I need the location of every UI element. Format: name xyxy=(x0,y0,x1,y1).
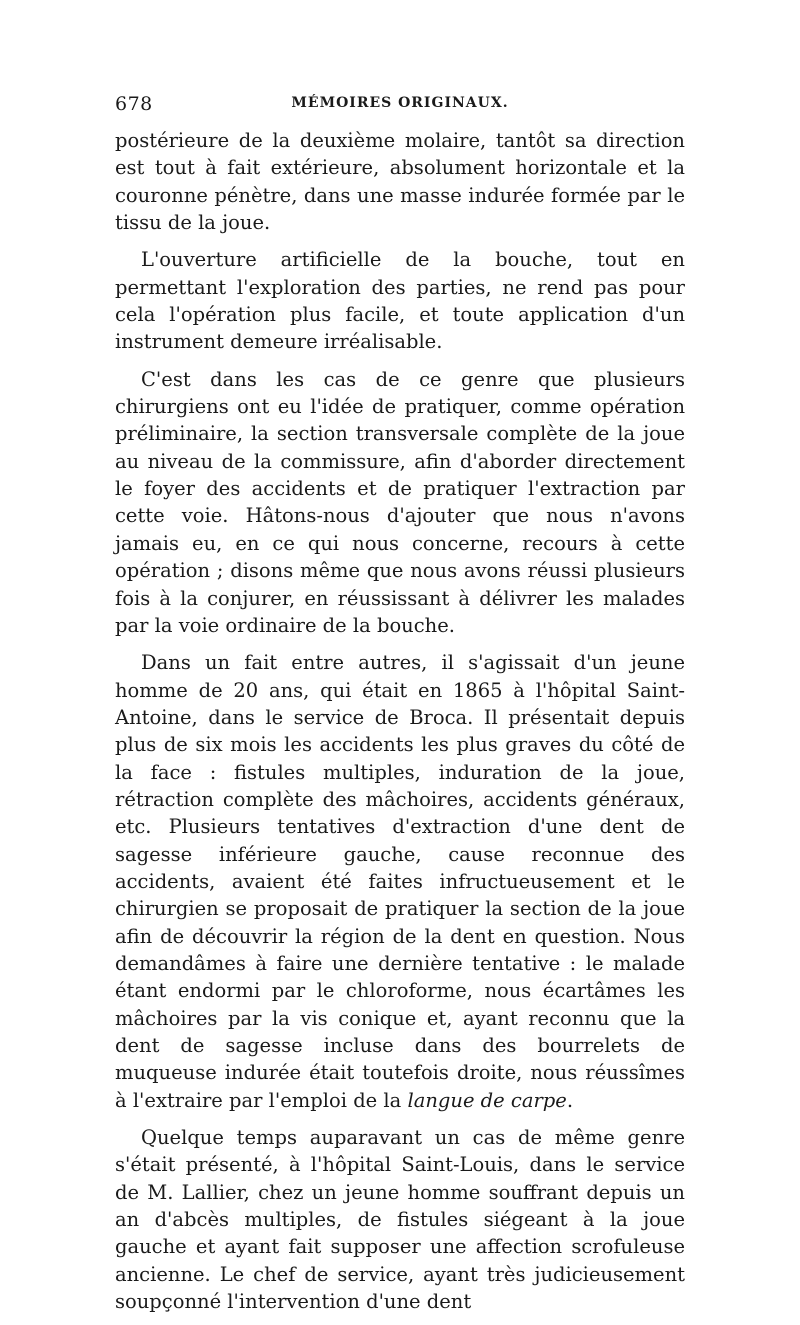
paragraph-broca-case xyxy=(115,649,685,1114)
body-text xyxy=(115,127,685,1325)
journal-title: MÉMOIRES ORIGINAUX. xyxy=(291,95,509,111)
paragraph-cheek-section: C'est dans les cas de ce genre que plusieurs chirurgiens ont eu l'idée de pratiquer, comme opération préliminaire, la section transversale complète de la joue au niveau de la commissure, afin d'aborder directement le foyer des accidents et de pratiquer l'extraction par cette voie. Hâtons-nous d'ajouter que nous n'avons jamais eu, en ce qui nous concerne, recours à cette opération ; disons même que nous avons réussi plusieurs fois à la conjurer, en réussissant à délivrer les malades par la voie ordinaire de la bouche. xyxy=(115,367,685,637)
paragraph-broca-case-end: . xyxy=(566,1088,574,1112)
paragraph-artificial-opening: L'ouverture artificielle de la bouche, tout en permettant l'exploration des parties, ne rend pas pour cela l'opération plus facile, et toute application d'un instrument demeure irréalisable. xyxy=(115,248,685,354)
paragraph-broca-case-text: Dans un fait entre autres, il s'agissait d'un jeune homme de 20 ans, qui était en 1865 à l'hôpital Saint-Antoine, dans le service de Broca. Il présentait depuis plus de six mois les accidents les plus graves du côté de la face : fistules multiples, induration de la joue, rétraction complète des mâchoires, accidents généraux, etc. Plusieurs tentatives d'extraction d'une dent de sagesse inférieure gauche, cause reconnue des accidents, avaient été faites infructueusement et le chirurgien se proposait de pratiquer la section de la joue afin de découvrir la région de la dent en question. Nous demandâmes à faire une dernière tentative : le malade étant endormi par le chloroforme, nous écartâmes les mâchoires par la vis conique et, ayant reconnu que la dent de sagesse incluse dans des bourrelets de muqueuse indurée était toutefois droite, nous réussîmes à l'extraire par l'emploi de la xyxy=(115,651,685,1112)
italic-term: langue de carpe xyxy=(407,1088,567,1112)
paragraph-saint-louis-case: Quelque temps auparavant un cas de même genre s'était présenté, à l'hôpital Saint-Louis, dans le service de M. Lallier, chez un jeune homme souffrant depuis un an d'abcès multiples, de fistules siégeant à la joue gauche et ayant fait supposer une affection scrofuleuse ancienne. Le chef de service, ayant très judicieusement soupçonné l'intervention d'une dent xyxy=(115,1126,685,1314)
page-number: 678 xyxy=(115,93,153,115)
running-head xyxy=(115,93,685,117)
paragraph-continued: postérieure de la deuxième molaire, tantôt sa direction est tout à fait extérieure, absolument horizontale et la couronne pénètre, dans une masse indurée formée par le tissu de la joue. xyxy=(115,129,685,235)
